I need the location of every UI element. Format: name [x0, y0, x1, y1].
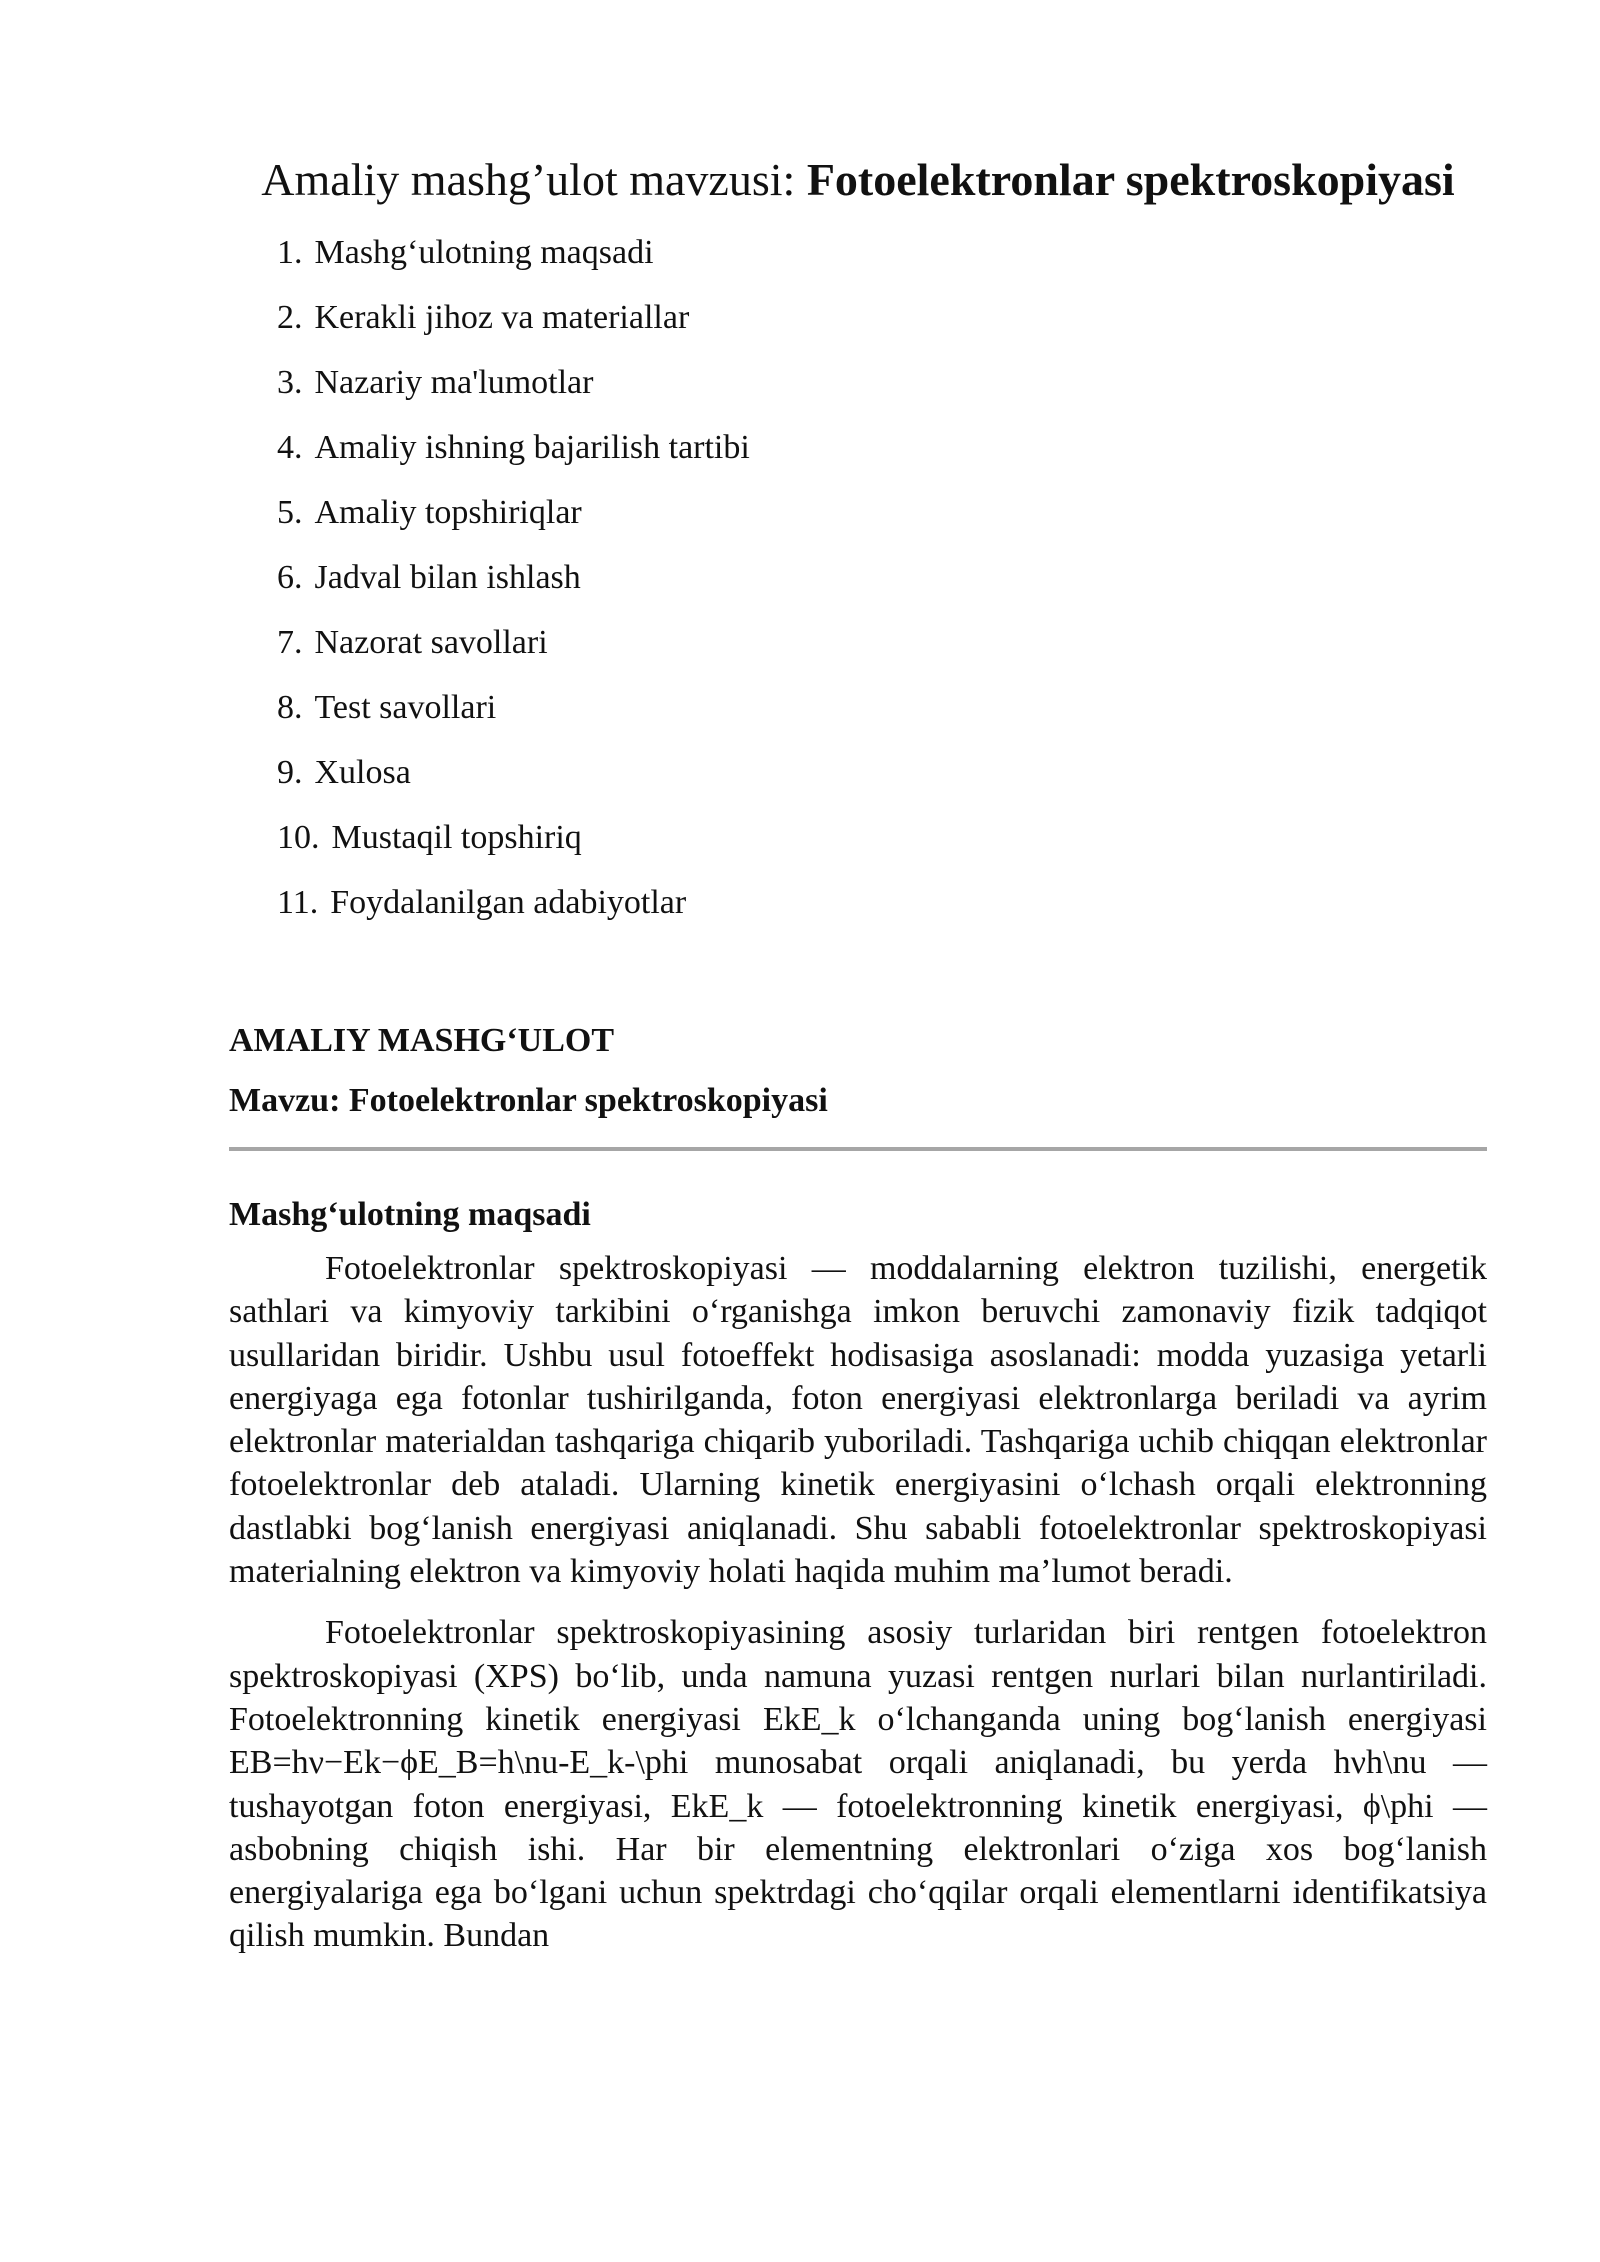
toc-item	[277, 480, 1487, 545]
toc-item	[277, 415, 1487, 480]
document-page	[229, 150, 1487, 1976]
section-heading-topic: Mavzu: Fotoelektronlar spektroskopiyasi	[229, 1082, 828, 1119]
toc-number: 2.	[277, 299, 303, 336]
toc-number: 7.	[277, 624, 303, 661]
body-paragraph: Fotoelektronlar spektroskopiyasining asosiy turlaridan biri rentgen fotoelektron spektroskopiyasi (XPS) bo‘lib, unda namuna yuzasi rentgen nurlari bilan nurlantiriladi. Fotoelektronning kinetik energiyasi EkE_k o‘lchanganda uning bog‘lanish energiyasi EB=hν−Ek−ϕE_B=h\nu-E_k-\phi munosabat orqali aniqlanadi, bu yerda hνh\nu — tushayotgan foton energiyasi, EkE_k — fotoelektronning kinetik energiyasi, ϕ\phi — asbobning chiqish ishi. Har bir elementning elektronlari o‘ziga xos bog‘lanish energiyalariga ega bo‘lgani uchun spektrdagi cho‘qqilar orqali elementlarni identifikatsiya qilish mumkin. Bundan	[229, 1614, 1487, 1955]
toc-number: 1.	[277, 234, 303, 271]
toc-number: 8.	[277, 689, 303, 726]
title-prefix: Amaliy mashg’ulot mavzusi:	[261, 154, 807, 205]
toc-label: Test savollari	[314, 689, 497, 726]
toc-item	[277, 740, 1487, 805]
toc-number: 4.	[277, 429, 303, 466]
toc-number: 9.	[277, 754, 303, 791]
toc-label: Xulosa	[314, 754, 411, 791]
toc-item	[277, 610, 1487, 675]
title-bold: Fotoelektronlar spektroskopiyasi	[806, 154, 1455, 205]
section-heading-main: AMALIY MASHG‘ULOT	[229, 1022, 615, 1059]
toc-label: Jadval bilan ishlash	[314, 559, 581, 596]
toc-label: Kerakli jihoz va materiallar	[314, 299, 690, 336]
toc-number: 6.	[277, 559, 303, 596]
toc-number: 11.	[277, 884, 319, 921]
toc-item	[277, 805, 1487, 870]
toc-number: 10.	[277, 819, 320, 856]
toc-item	[277, 350, 1487, 415]
toc-label: Amaliy topshiriqlar	[314, 494, 582, 531]
toc-item	[277, 870, 1487, 935]
toc-item	[277, 285, 1487, 350]
toc-label: Amaliy ishning bajarilish tartibi	[314, 429, 750, 466]
table-of-contents	[229, 220, 1487, 935]
section-title-goal: Mashg‘ulotning maqsadi	[229, 1196, 591, 1233]
toc-label: Nazorat savollari	[314, 624, 548, 661]
toc-number: 3.	[277, 364, 303, 401]
toc-label: Nazariy ma'lumotlar	[314, 364, 594, 401]
toc-label: Mustaqil topshiriq	[331, 819, 582, 856]
document-title	[229, 150, 1487, 210]
toc-item	[277, 675, 1487, 740]
toc-number: 5.	[277, 494, 303, 531]
toc-label: Foydalanilgan adabiyotlar	[330, 884, 687, 921]
toc-item	[277, 545, 1487, 610]
body-paragraph: Fotoelektronlar spektroskopiyasi — moddalarning elektron tuzilishi, energetik sathlari va kimyoviy tarkibini o‘rganishga imkon beruvchi zamonaviy fizik tadqiqot usullaridan biridir. Ushbu usul fotoeffekt hodisasiga asoslanadi: modda yuzasiga yetarli energiyaga ega fotonlar tushirilganda, foton energiyasi elektronlarga beriladi va ayrim elektronlar materialdan tashqariga chiqarib yuboriladi. Tashqariga uchib chiqqan elektronlar fotoelektronlar deb ataladi. Ularning kinetik energiyasini o‘lchash orqali elektronning dastlabki bog‘lanish energiyasi aniqlanadi. Shu sababli fotoelektronlar spektroskopiyasi materialning elektron va kimyoviy holati haqida muhim ma’lumot beradi.	[229, 1250, 1487, 1591]
horizontal-divider	[229, 1147, 1487, 1151]
toc-item	[277, 220, 1487, 285]
toc-label: Mashg‘ulotning maqsadi	[314, 234, 654, 271]
